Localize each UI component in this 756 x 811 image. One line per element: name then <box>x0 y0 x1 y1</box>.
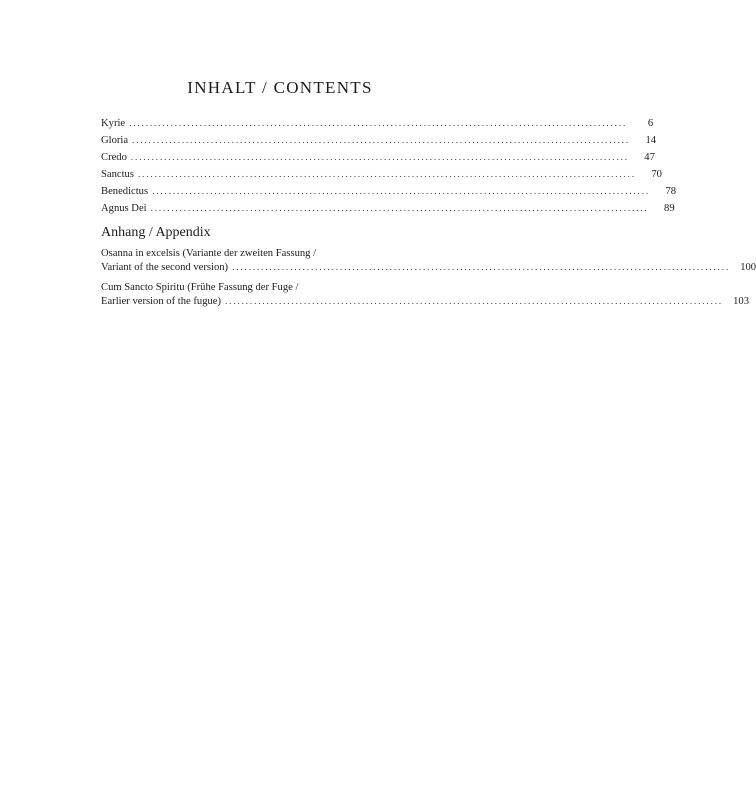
toc-entry-agnus-dei <box>101 202 675 219</box>
appendix-heading: Anhang / Appendix <box>101 225 211 240</box>
toc-page-number: 14 <box>645 135 657 146</box>
page-title: INHALT / CONTENTS <box>187 78 373 97</box>
toc-entry-benedictus <box>101 185 677 202</box>
dot-leader: ........................................................................................................................ <box>130 152 629 162</box>
appendix-entry-line2-row <box>101 261 756 276</box>
dot-leader: ........................................................................................................................ <box>132 135 631 145</box>
dot-leader: ........................................................................................................................ <box>137 169 636 179</box>
appendix-entry-line2: Earlier version of the fugue) <box>101 296 222 307</box>
dot-leader: ........................................................................................................................ <box>152 186 651 196</box>
toc-page-number: 78 <box>665 186 677 197</box>
toc-entry-label: Agnus Dei <box>101 203 147 214</box>
toc-entry-label: Kyrie <box>101 118 126 129</box>
toc-page-number: 100 <box>740 262 756 273</box>
toc-entry-label: Benedictus <box>101 186 149 197</box>
appendix-entry-line1: Osanna in excelsis (Variante der zweiten Fassung / <box>101 248 317 259</box>
appendix-entry-line2-row <box>101 295 750 310</box>
toc-entry-kyrie <box>101 117 654 134</box>
toc-page-number: 70 <box>651 169 662 180</box>
toc-entry-sanctus <box>101 168 662 185</box>
toc-page-number: 103 <box>733 296 750 307</box>
toc-entry-credo <box>101 151 655 168</box>
dot-leader: ........................................................................................................................ <box>150 203 649 213</box>
dot-leader: ........................................................................................................................ <box>225 296 724 306</box>
toc-entry-label: Gloria <box>101 135 129 146</box>
dot-leader: ........................................................................................................................ <box>232 262 731 272</box>
appendix-entry-cum-sancto <box>101 280 750 310</box>
toc-page-number: 47 <box>644 152 655 163</box>
appendix-entry-line1: Cum Sancto Spiritu (Frühe Fassung der Fuge / <box>101 282 299 293</box>
appendix-entry-line2: Variant of the second version) <box>101 262 229 273</box>
toc-entry-gloria <box>101 134 657 151</box>
dot-leader: ........................................................................................................................ <box>129 118 628 128</box>
toc-page-number: 6 <box>647 118 654 129</box>
table-of-contents <box>101 117 756 314</box>
toc-entry-label: Credo <box>101 152 127 163</box>
appendix-entry-osanna <box>101 246 756 276</box>
toc-page-number: 89 <box>664 203 675 214</box>
toc-entry-label: Sanctus <box>101 169 134 180</box>
